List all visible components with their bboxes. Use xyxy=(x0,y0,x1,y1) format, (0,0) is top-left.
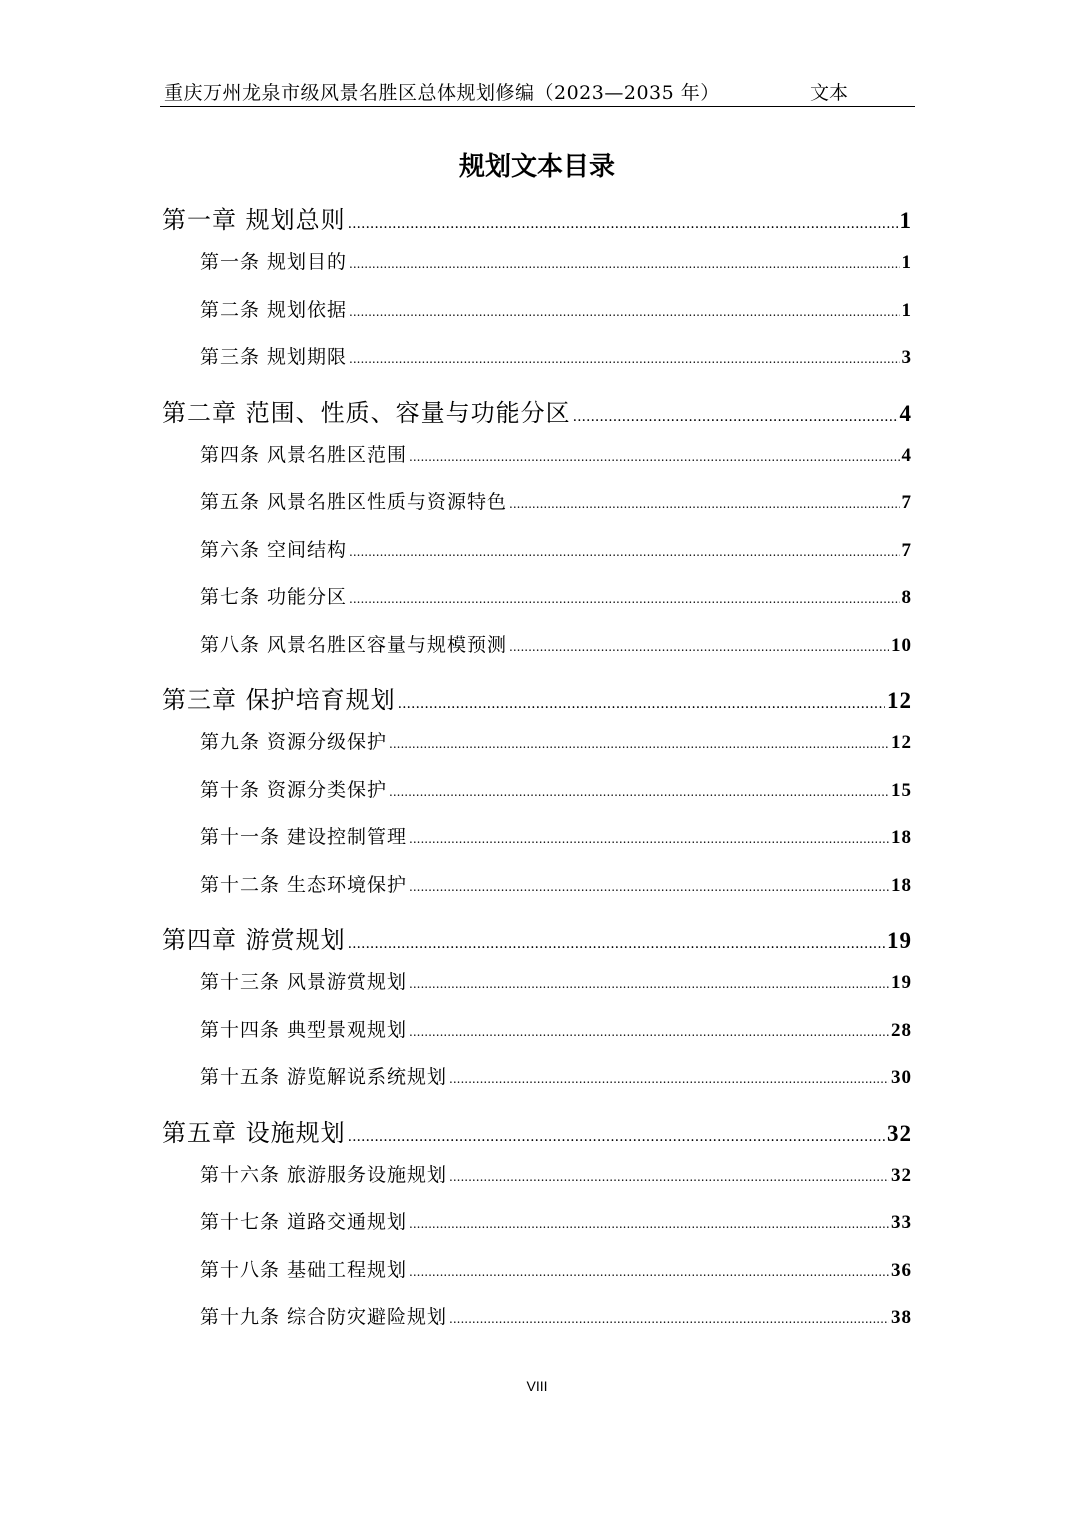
toc-entry-page: 7 xyxy=(901,492,912,513)
toc-entry-page: 18 xyxy=(891,874,912,896)
dot-leader xyxy=(509,497,899,511)
toc-entry-title: 第三章 保护培育规划 xyxy=(162,686,396,714)
dot-leader xyxy=(348,216,898,232)
toc-entry-page: 12 xyxy=(887,688,912,713)
toc-entry-page: 7 xyxy=(901,539,912,561)
dot-leader xyxy=(349,352,899,366)
table-of-contents xyxy=(162,200,912,1350)
toc-entry-title: 第四章 游赏规划 xyxy=(162,926,346,954)
toc-entry-title: 第五章 设施规划 xyxy=(162,1118,346,1147)
dot-leader xyxy=(348,936,885,952)
toc-entry-title: 第三条 规划期限 xyxy=(200,346,348,368)
toc-entry-page: 3 xyxy=(901,347,912,368)
toc-article-row[interactable] xyxy=(162,1062,912,1110)
toc-entry-title: 第六条 空间结构 xyxy=(200,538,348,561)
dot-leader xyxy=(349,305,899,319)
toc-article-row[interactable] xyxy=(162,775,912,823)
toc-article-row[interactable] xyxy=(162,342,912,390)
toc-chapter-row[interactable] xyxy=(162,1113,912,1160)
toc-article-row[interactable] xyxy=(162,870,912,918)
toc-entry-page: 19 xyxy=(887,928,912,953)
toc-entry-title: 第四条 风景名胜区范围 xyxy=(200,443,408,466)
dot-leader xyxy=(449,1312,889,1326)
toc-chapter-row[interactable] xyxy=(162,393,912,440)
page-title: 规划文本目录 xyxy=(458,152,615,182)
toc-entry-page: 12 xyxy=(891,732,912,753)
toc-entry-page: 38 xyxy=(891,1307,912,1328)
toc-entry-page: 10 xyxy=(891,634,912,656)
toc-entry-title: 第十四条 典型景观规划 xyxy=(200,1018,408,1041)
toc-entry-title: 第十五条 游览解说系统规划 xyxy=(200,1066,448,1088)
toc-entry-page: 28 xyxy=(891,1019,912,1041)
toc-entry-title: 第二条 规划依据 xyxy=(200,298,348,321)
toc-entry-page: 4 xyxy=(899,400,912,426)
toc-entry-page: 18 xyxy=(891,827,912,848)
toc-entry-page: 4 xyxy=(901,444,912,466)
toc-article-row[interactable] xyxy=(162,535,912,583)
page-number: VIII xyxy=(526,1378,548,1394)
dot-leader xyxy=(389,737,889,751)
toc-entry-title: 第十七条 道路交通规划 xyxy=(200,1211,408,1233)
dot-leader xyxy=(349,592,899,606)
toc-entry-page: 32 xyxy=(891,1164,912,1186)
toc-chapter-row[interactable] xyxy=(162,680,912,727)
toc-entry-title: 第九条 资源分级保护 xyxy=(200,731,388,753)
toc-chapter-row[interactable] xyxy=(162,200,912,247)
dot-leader xyxy=(409,977,889,991)
toc-article-row[interactable] xyxy=(162,247,912,295)
toc-article-row[interactable] xyxy=(162,582,912,630)
toc-entry-title: 第十二条 生态环境保护 xyxy=(200,873,408,896)
toc-entry-page: 33 xyxy=(891,1212,912,1233)
toc-entry-title: 第十一条 建设控制管理 xyxy=(200,826,408,848)
toc-article-row[interactable] xyxy=(162,727,912,775)
dot-leader xyxy=(449,1170,889,1184)
toc-article-row[interactable] xyxy=(162,1302,912,1350)
dot-leader xyxy=(409,450,899,464)
toc-entry-page: 1 xyxy=(901,299,912,321)
dot-leader xyxy=(349,545,899,559)
toc-entry-page: 8 xyxy=(901,587,912,608)
toc-entry-title: 第二章 范围、性质、容量与功能分区 xyxy=(162,398,571,427)
toc-article-row[interactable] xyxy=(162,967,912,1015)
toc-article-row[interactable] xyxy=(162,1207,912,1255)
dot-leader xyxy=(409,1217,889,1231)
dot-leader xyxy=(348,1129,885,1145)
running-header xyxy=(160,78,915,107)
toc-entry-page: 15 xyxy=(891,779,912,801)
dot-leader xyxy=(573,409,898,425)
toc-article-row[interactable] xyxy=(162,1160,912,1208)
toc-article-row[interactable] xyxy=(162,822,912,870)
toc-entry-page: 1 xyxy=(901,252,912,273)
toc-entry-title: 第十八条 基础工程规划 xyxy=(200,1258,408,1281)
dot-leader xyxy=(389,785,889,799)
toc-entry-title: 第十九条 综合防灾避险规划 xyxy=(200,1306,448,1328)
toc-entry-title: 第七条 功能分区 xyxy=(200,586,348,608)
toc-entry-page: 19 xyxy=(891,972,912,993)
toc-entry-page: 30 xyxy=(891,1067,912,1088)
toc-article-row[interactable] xyxy=(162,295,912,343)
dot-leader xyxy=(409,880,889,894)
toc-entry-page: 1 xyxy=(899,208,912,233)
dot-leader xyxy=(409,1265,889,1279)
dot-leader xyxy=(409,1025,889,1039)
toc-entry-title: 第十六条 旅游服务设施规划 xyxy=(200,1163,448,1186)
toc-entry-title: 第一条 规划目的 xyxy=(200,251,348,273)
toc-article-row[interactable] xyxy=(162,440,912,488)
toc-article-row[interactable] xyxy=(162,1255,912,1303)
toc-article-row[interactable] xyxy=(162,630,912,678)
toc-entry-title: 第十三条 风景游赏规划 xyxy=(200,971,408,993)
toc-entry-title: 第一章 规划总则 xyxy=(162,206,346,234)
toc-entry-title: 第十条 资源分类保护 xyxy=(200,778,388,801)
dot-leader xyxy=(398,696,885,712)
toc-article-row[interactable] xyxy=(162,1015,912,1063)
dot-leader xyxy=(349,257,899,271)
header-document-type: 文本 xyxy=(810,82,849,104)
toc-entry-page: 32 xyxy=(887,1120,912,1146)
dot-leader xyxy=(409,832,889,846)
dot-leader xyxy=(449,1072,889,1086)
header-document-title: 重庆万州龙泉市级风景名胜区总体规划修编（2023—2035 年） xyxy=(164,82,720,104)
toc-entry-title: 第五条 风景名胜区性质与资源特色 xyxy=(200,491,508,513)
toc-article-row[interactable] xyxy=(162,487,912,535)
dot-leader xyxy=(509,640,889,654)
toc-chapter-row[interactable] xyxy=(162,920,912,967)
toc-entry-page: 36 xyxy=(891,1259,912,1281)
toc-entry-title: 第八条 风景名胜区容量与规模预测 xyxy=(200,633,508,656)
